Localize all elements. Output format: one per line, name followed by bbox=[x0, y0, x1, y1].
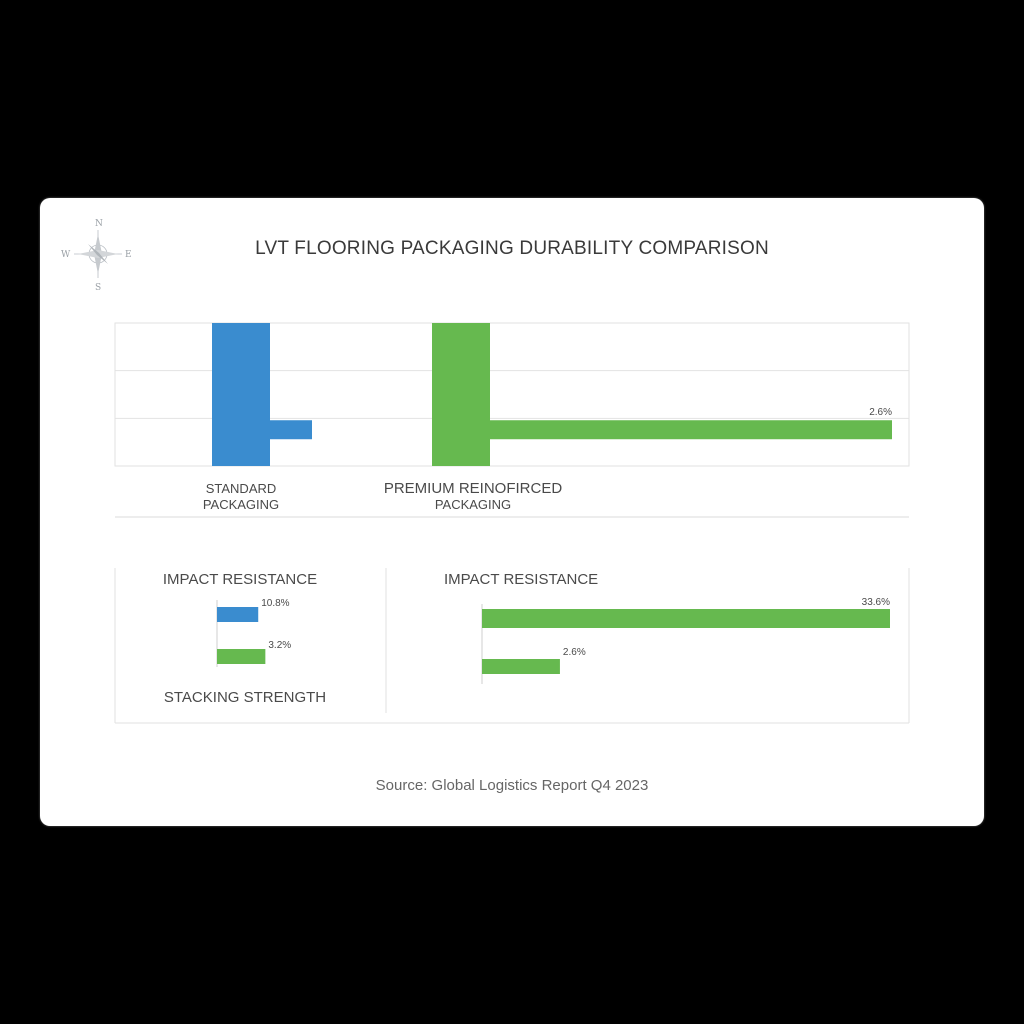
standard-category-label: STANDARD bbox=[205, 481, 277, 496]
left-panel-footer-label: STACKING STRENGTH bbox=[163, 689, 327, 706]
right-panel-bar-label-2: 2.6% bbox=[562, 647, 586, 658]
premium-category-label: PREMIUM REINOFIRCED bbox=[383, 480, 563, 497]
standard-category-label-line2: PACKAGING bbox=[202, 497, 280, 512]
compass-west-label: W bbox=[61, 250, 71, 260]
compass-north-label: N bbox=[95, 219, 103, 229]
right-panel-bar-2 bbox=[482, 659, 560, 674]
right-panel-title: IMPACT RESISTANCE bbox=[444, 571, 599, 588]
source-note: Source: Global Logistics Report Q4 2023 bbox=[375, 777, 649, 794]
standard-thin-bar bbox=[270, 420, 312, 439]
left-panel-bar-2 bbox=[217, 649, 265, 664]
chart-svg bbox=[40, 198, 984, 826]
left-panel-bar-label-1: 10.8% bbox=[261, 598, 290, 609]
left-panel-bar-label-2: 3.2% bbox=[268, 640, 292, 651]
chart-card bbox=[40, 198, 984, 826]
left-panel-title: IMPACT RESISTANCE bbox=[162, 571, 318, 588]
compass-east-label: E bbox=[125, 250, 132, 260]
compass-south-label: S bbox=[95, 283, 102, 293]
chart-title: LVT FLOORING PACKAGING DURABILITY COMPARISON bbox=[255, 238, 769, 259]
premium-thin-bar-label: 2.6% bbox=[869, 407, 892, 419]
right-panel-bar-label-1: 33.6% bbox=[861, 597, 890, 608]
premium-thin-bar bbox=[490, 420, 892, 439]
standard-tall-bar bbox=[212, 323, 270, 466]
premium-category-label-line2: PACKAGING bbox=[434, 497, 512, 512]
right-panel-bar-1 bbox=[482, 609, 890, 628]
premium-tall-bar bbox=[432, 323, 490, 466]
left-panel-bar-1 bbox=[217, 607, 258, 622]
